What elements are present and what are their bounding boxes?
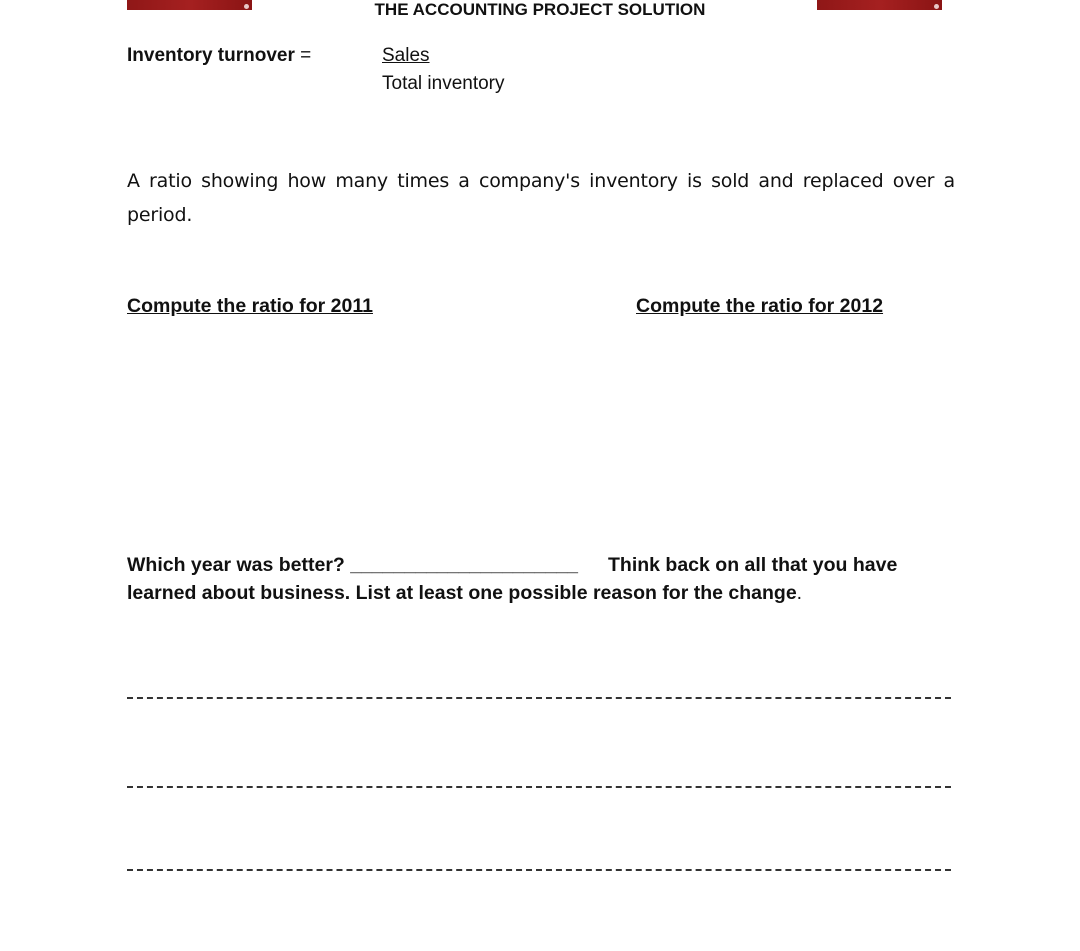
question-prompt: Which year was better? bbox=[127, 554, 345, 576]
formula-equals: = bbox=[300, 45, 312, 66]
formula-name: Inventory turnover bbox=[127, 45, 295, 66]
formula-denominator: Total inventory bbox=[382, 73, 505, 94]
question-instruction: Think back on all that you have learned about business. List at least one possible reason for the change bbox=[127, 554, 898, 604]
compute-2011-heading: Compute the ratio for 2011 bbox=[127, 295, 373, 317]
formula-numerator: Sales bbox=[382, 45, 430, 66]
answer-line-3[interactable] bbox=[127, 869, 951, 871]
answer-line-2[interactable] bbox=[127, 786, 951, 788]
ratio-definition: A ratio showing how many times a company's inventory is sold and replaced over a period. bbox=[127, 170, 955, 226]
formula-label bbox=[127, 45, 311, 67]
compute-2012-heading: Compute the ratio for 2012 bbox=[636, 295, 884, 317]
question-block bbox=[127, 551, 957, 607]
question-period: . bbox=[796, 582, 803, 604]
question-blank[interactable]: _____________________ bbox=[350, 554, 578, 576]
answer-line-1[interactable] bbox=[127, 697, 951, 699]
page-title: THE ACCOUNTING PROJECT SOLUTION bbox=[374, 0, 706, 19]
